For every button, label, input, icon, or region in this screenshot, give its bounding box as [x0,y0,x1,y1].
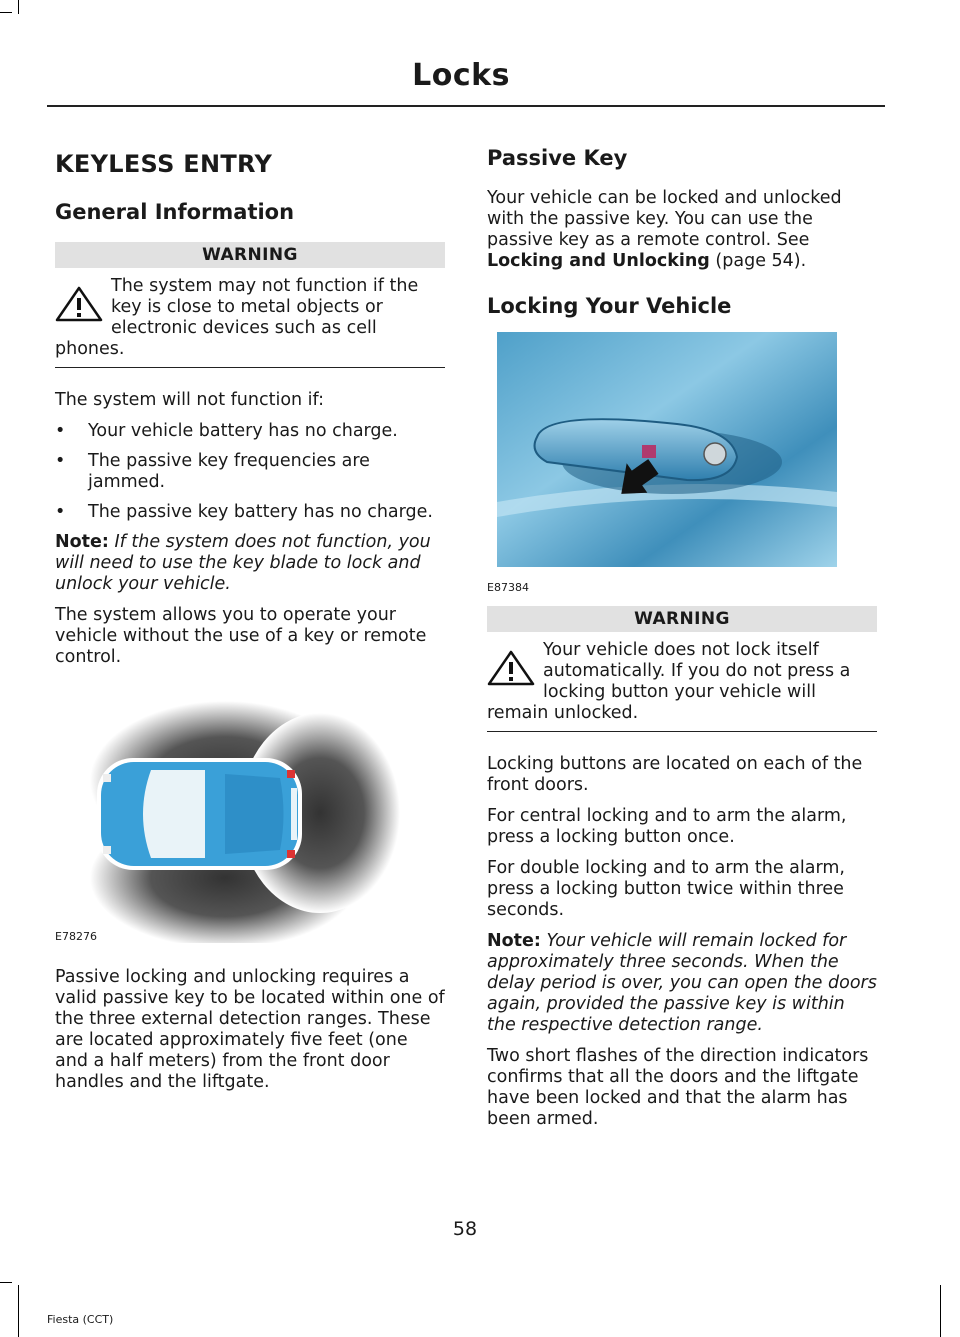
car-detection-illustration [55,678,445,943]
footer-model: Fiesta (CCT) [47,1313,114,1326]
crop-mark [0,12,12,13]
detection-range-figure [55,678,445,943]
crop-mark [0,1282,12,1283]
note-text: Your vehicle will remain locked for approximately three seconds. When the delay period is over, you can open the doors again, provided the passive key is within the respective detection range. [487,931,877,1035]
crop-mark [940,1285,941,1337]
header-rule [47,105,885,107]
warning-text: Your vehicle does not lock itself automatically. If you do not press a locking button your vehicle will remain unlocked. [487,640,851,723]
bullet: • [55,502,66,522]
passive-key-title: Passive Key [487,146,628,170]
warning-body [487,640,877,732]
warning-label: WARNING [487,606,877,632]
page-title: Locks [412,58,510,93]
subsection-title: General Information [55,200,295,224]
warning-triangle-icon [487,650,535,686]
paragraph: The system allows you to operate your vehicle without the use of a key or remote control. [55,605,427,667]
bullet: • [55,451,66,471]
door-handle-illustration [487,332,877,582]
condition-list [55,421,445,523]
figure-id: E87384 [487,581,529,594]
note-label: Note: [55,532,109,552]
paragraph: Two short flashes of the direction indicators confirms that all the doors and the liftgate have been locked and that the alarm has been armed. [487,1046,869,1129]
paragraph: Locking buttons are located on each of the front doors. [487,754,863,795]
intro-text: The system will not function if: [55,390,324,410]
page-reference: (page 54). [715,251,807,271]
list-item: • The passive key battery has no charge. [55,502,433,522]
right-column [487,140,877,1140]
paragraph: For double locking and to arm the alarm, press a locking button twice within three seconds. [487,858,845,920]
list-item: • Your vehicle battery has no charge. [55,421,398,441]
cross-reference-link[interactable]: Locking and Unlocking [487,251,710,271]
warning-label: WARNING [55,242,445,268]
figure-id: E78276 [55,930,97,943]
paragraph: Your vehicle can be locked and unlocked with the passive key. You can use the passive key as a remote control. See Locking and Unlocking (page 54). [487,188,842,271]
locking-title: Locking Your Vehicle [487,294,732,318]
note-text: If the system does not function, you will need to use the key blade to lock and unlock your vehicle. [55,532,431,594]
note [487,931,877,1036]
page-number: 58 [452,1218,478,1240]
warning-box [487,606,877,732]
warning-box [55,242,445,368]
paragraph: For central locking and to arm the alarm, press a locking button once. [487,806,847,847]
crop-mark [18,0,19,14]
door-handle-figure [487,332,877,594]
crop-mark [18,1285,19,1337]
warning-body [55,276,445,368]
left-column [55,140,445,1103]
note [55,532,445,595]
section-title: KEYLESS ENTRY [55,150,273,178]
paragraph: Passive locking and unlocking requires a valid passive key to be located within one of the three external detection ranges. These are located approximately five feet (one and a half meters) from the front door handles and the liftgate. [55,967,445,1092]
warning-text: The system may not function if the key is close to metal objects or electronic devices such as cell phones. [55,276,419,359]
list-item: • The passive key frequencies are jammed. [55,451,370,492]
note-label: Note: [487,931,541,951]
warning-triangle-icon [55,286,103,322]
bullet: • [55,421,66,441]
